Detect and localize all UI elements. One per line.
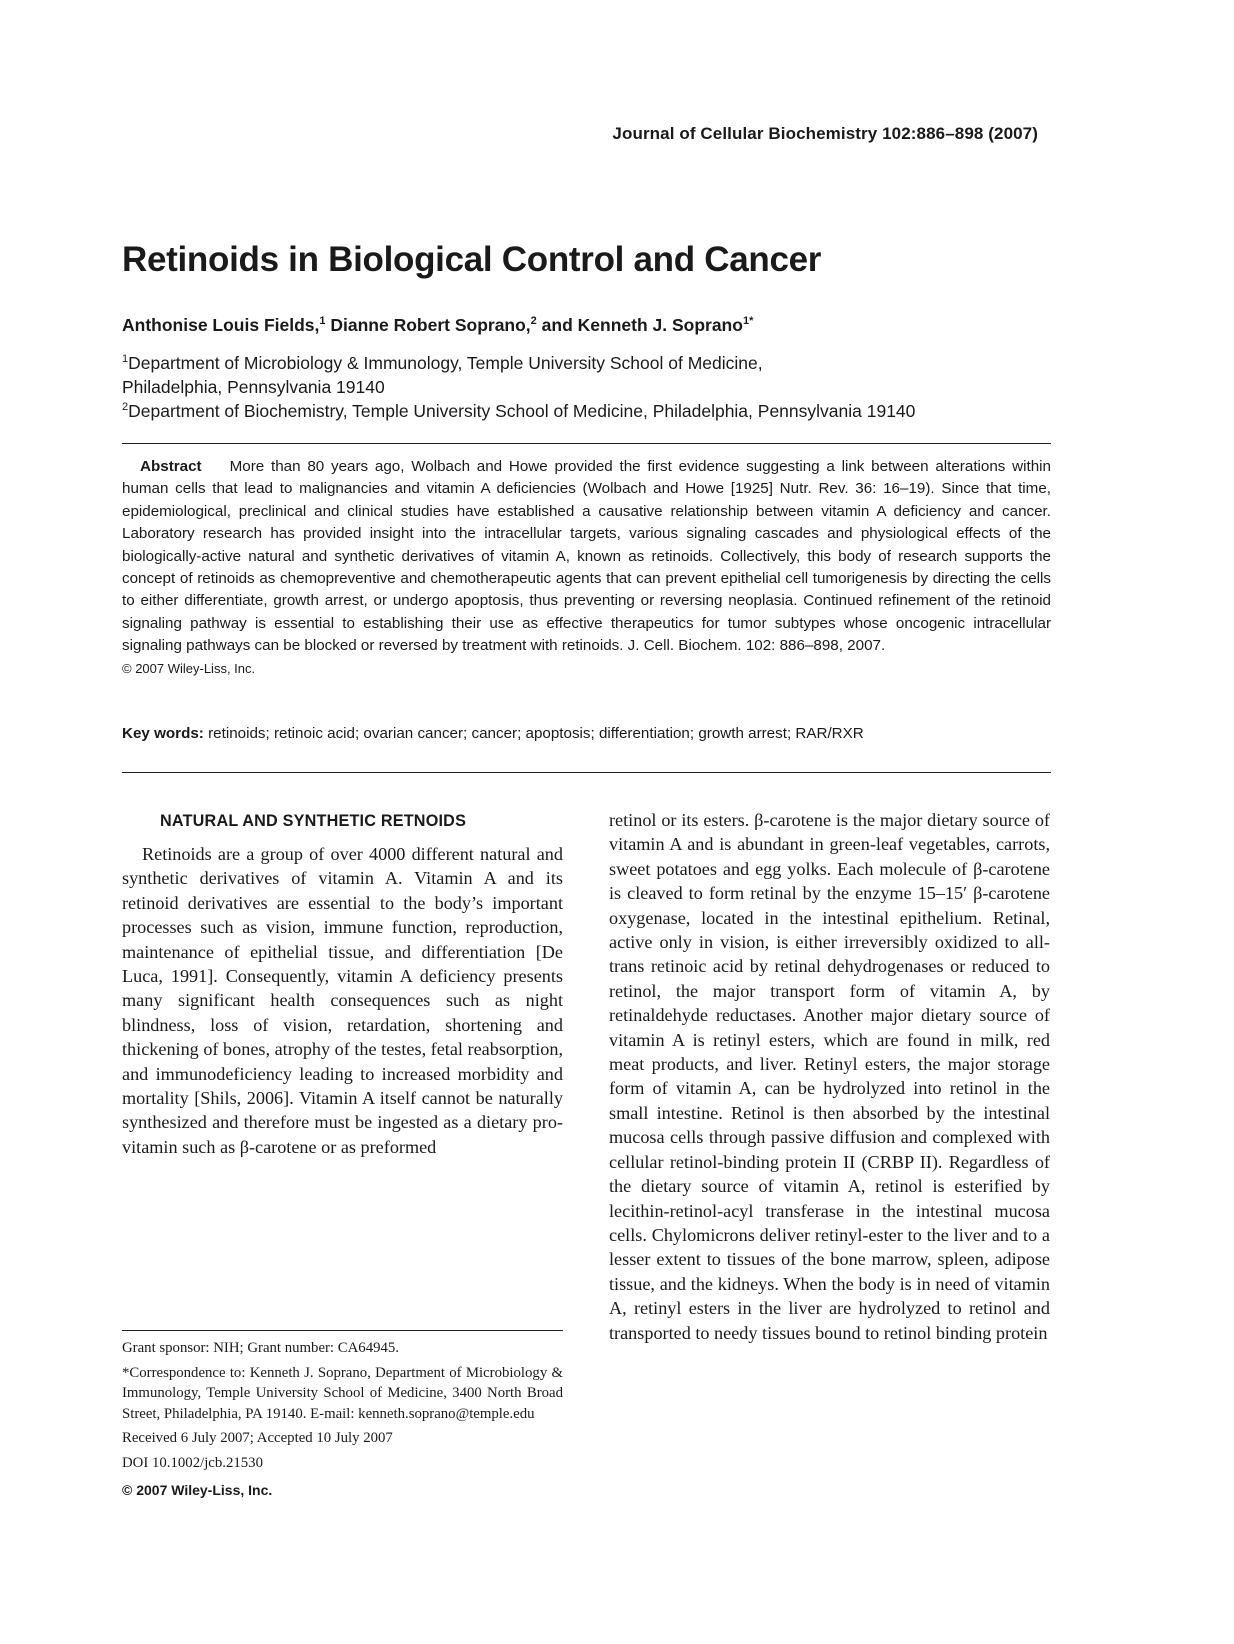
- body-paragraph-right: retinol or its esters. β-carotene is the major dietary source of vitamin A and is abundant in green-leaf vegetables, carrots, sweet potatoes and egg yolks. Each molecule of β-carotene is cleaved to form retinal by the enzyme 15–15′ β-carotene oxygenase, located in the intestinal epithelium. Retinal, active only in vision, is either irreversibly oxidized to all-trans retinoic acid by retinal dehydrogenases or reduced to retinol, the major transport form of vitamin A, by retinaldehyde reductases. Another major dietary source of vitamin A is retinyl esters, which are found in milk, red meat products, and liver. Retinyl esters, the major storage form of vitamin A, can be hydrolyzed into retinol in the small intestine. Retinol is then absorbed by the intestinal mucosa cells through passive diffusion and complexed with cellular retinol-binding protein II (CRBP II). Regardless of the dietary source of vitamin A, retinol is esterified by lecithin-retinol-acyl transferase in the intestinal mucosa cells. Chylomicrons deliver retinyl-ester to the liver and to a lesser extent to tissues of the bone marrow, spleen, adipose tissue, and the kidneys. When the body is in need of vitamin A, retinyl esters in the liver are hydrolyzed to retinol and transported to needy tissues bound to retinol binding protein: [609, 810, 1050, 1343]
- footnote-rule: [122, 1330, 563, 1331]
- affiliation-1: [122, 347, 1082, 399]
- abstract-top-rule: [122, 443, 1051, 444]
- right-column: [609, 808, 1050, 1345]
- keywords: [122, 725, 864, 742]
- abstract-text: More than 80 years ago, Wolbach and Howe provided the first evidence suggesting a link between alterations within human cells that lead to malignancies and vitamin A deficiencies (Wolbach and Howe [1925] Nutr. Rev. 36: 16–19). Since that time, epidemiological, preclinical and clinical studies have established a causative relationship between vitamin A deficiency and cancer. Laboratory research has provided insight into the intracellular targets, various signaling cascades and physiological effects of the biologically-active natural and synthetic derivatives of vitamin A, known as retinoids. Collectively, this body of research supports the concept of retinoids as chemopreventive and chemotherapeutic agents that can prevent epithelial cell tumorigenesis by directing the cells to either differentiate, growth arrest, or undergo apoptosis, thus preventing or reversing neoplasia. Continued refinement of the retinoid signaling pathway is essential to establishing their use as effective therapeutics for tumor subtypes whose oncogenic intracellular signaling pathways can be blocked or reversed by treatment with retinoids. J. Cell. Biochem. 102: 886–898, 2007.: [122, 458, 1051, 655]
- body-paragraph-left: Retinoids are a group of over 4000 different natural and synthetic derivatives of vitamin A. Vitamin A and its retinoid derivatives are essential to the body’s important processes such as vision, immune function, reproduction, maintenance of epithelial tissue, and differentiation [De Luca, 1991]. Consequently, vitamin A deficiency presents many significant health consequences such as night blindness, loss of vision, retardation, shortening and thickening of bones, atrophy of the testes, fetal reabsorption, and immunodeficiency leading to increased morbidity and mortality [Shils, 2006]. Vitamin A itself cannot be naturally synthesized and therefore must be ingested as a dietary pro-vitamin such as β-carotene or as preformed: [122, 844, 563, 1157]
- left-column: [122, 842, 563, 1159]
- section-heading: NATURAL AND SYNTHETIC RETNOIDS: [160, 812, 467, 830]
- affiliation-1-line2: Philadelphia, Pennsylvania 19140: [122, 376, 385, 397]
- abstract-label: Abstract: [140, 458, 202, 475]
- affiliation-1-line1: Department of Microbiology & Immunology, Temple University School of Medicine,: [128, 352, 763, 373]
- footnote-copyright: © 2007 Wiley-Liss, Inc.: [122, 1481, 273, 1498]
- journal-header: Journal of Cellular Biochemistry 102:886–898 (2007): [612, 124, 1038, 143]
- footnote-grant: Grant sponsor: NIH; Grant number: CA64945.: [122, 1340, 399, 1356]
- keywords-text: retinoids; retinoic acid; ovarian cancer; cancer; apoptosis; differentiation; growth arrest; RAR/RXR: [208, 725, 864, 742]
- author-1-affil: 1: [319, 315, 326, 328]
- author-2-affil: 2: [530, 315, 537, 328]
- affiliation-2: [122, 395, 1082, 423]
- footnote-doi: DOI 10.1002/jcb.21530: [122, 1454, 263, 1471]
- author-3: and Kenneth J. Soprano: [541, 315, 743, 335]
- abstract-bottom-rule: [122, 772, 1051, 773]
- abstract-copyright: © 2007 Wiley-Liss, Inc.: [122, 660, 256, 676]
- author-1: Anthonise Louis Fields,: [122, 315, 320, 335]
- keywords-label: Key words:: [122, 725, 204, 742]
- author-3-affil: 1*: [742, 315, 754, 328]
- affiliation-1-marker: 1: [122, 353, 129, 365]
- affiliation-2-line1: Department of Biochemistry, Temple University School of Medicine, Philadelphia, Pennsylvania 19140: [128, 400, 916, 421]
- author-list: [122, 315, 753, 336]
- footnote-correspondence: *Correspondence to: Kenneth J. Soprano, Department of Microbiology & Immunology, Temple University School of Medicine, 3400 North Broad Street, Philadelphia, PA 19140. E-mail: kenneth.soprano@temple.edu: [122, 1364, 563, 1422]
- footnote-received: Received 6 July 2007; Accepted 10 July 2007: [122, 1430, 393, 1447]
- footnotes: [122, 1338, 563, 1504]
- affiliation-2-marker: 2: [122, 401, 129, 413]
- paper-title: Retinoids in Biological Control and Cancer: [122, 240, 822, 279]
- abstract: [122, 456, 1051, 680]
- author-2: Dianne Robert Soprano,: [330, 315, 531, 335]
